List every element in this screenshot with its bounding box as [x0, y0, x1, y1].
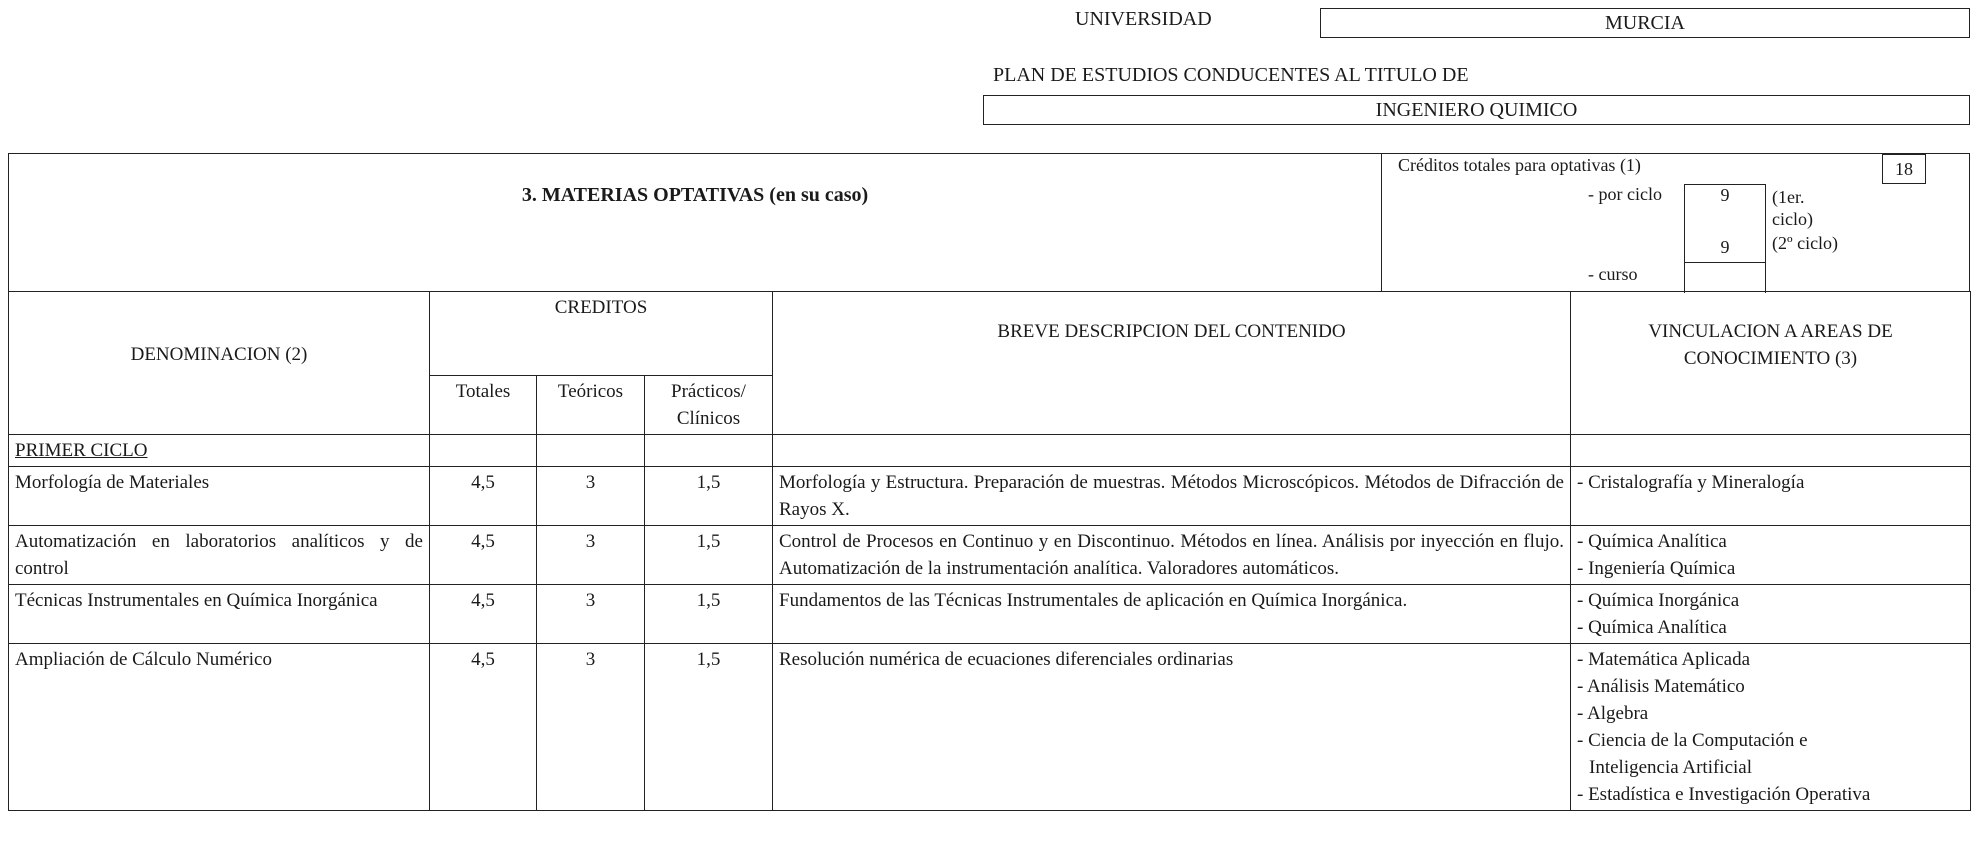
header-vinculacion-line2: CONOCIMIENTO (3) [1683, 348, 1858, 369]
optional-subjects-table [8, 291, 1971, 811]
header-practicos-line1: Prácticos/ [671, 381, 746, 402]
header-totales: Totales [430, 376, 537, 435]
header-descripcion: BREVE DESCRIPCION DEL CONTENIDO [773, 292, 1571, 435]
area-item: - Algebra [1577, 703, 1649, 724]
subject-name: Automatización en laboratorios analíticos y de control [9, 526, 430, 585]
table-row [9, 526, 1971, 585]
section-row [9, 435, 1971, 467]
optional-subjects-header [8, 153, 1970, 292]
credits-total: 4,5 [430, 585, 537, 644]
header-practicos [645, 376, 773, 435]
header-practicos-line2: Clínicos [676, 408, 741, 429]
header-denominacion: DENOMINACION (2) [9, 292, 430, 435]
subject-description: Control de Procesos en Continuo y en Discontinuo. Métodos en línea. Análisis por inyección en flujo. Automatización de la instrumentación analítica. Valoradores automáticos. [773, 526, 1571, 585]
knowledge-areas [1571, 526, 1971, 585]
area-item: - Química Analítica [1577, 617, 1727, 638]
area-item: - Química Inorgánica [1577, 590, 1740, 611]
table-row [9, 467, 1971, 526]
section-label: PRIMER CICLO [15, 440, 148, 461]
cycle2-credits: 9 [1720, 237, 1730, 257]
university-label: UNIVERSIDAD [1075, 8, 1212, 30]
credits-total-value: 18 [1882, 154, 1926, 184]
subject-description: Fundamentos de las Técnicas Instrumentales de aplicación en Química Inorgánica. [773, 585, 1571, 644]
subject-name: Técnicas Instrumentales en Química Inorgánica [9, 585, 430, 644]
header-creditos: CREDITOS [430, 292, 773, 376]
credits-total: 4,5 [430, 644, 537, 811]
credits-practice: 1,5 [645, 644, 773, 811]
credits-total-label: Créditos totales para optativas (1) [1398, 155, 1641, 175]
cycle2-note: (2º ciclo) [1772, 233, 1839, 253]
area-item: Inteligencia Artificial [1589, 757, 1753, 778]
area-item: - Estadística e Investigación Operativa [1577, 784, 1871, 805]
knowledge-areas [1571, 585, 1971, 644]
cycle1-credits: 9 [1720, 185, 1730, 205]
area-item: - Ingeniería Química [1577, 558, 1736, 579]
area-item: - Análisis Matemático [1577, 676, 1745, 697]
area-item: - Química Analítica [1577, 531, 1727, 552]
knowledge-areas [1571, 644, 1971, 811]
subject-description: Resolución numérica de ecuaciones diferenciales ordinarias [773, 644, 1571, 811]
area-item: - Ciencia de la Computación e [1577, 730, 1808, 751]
credits-practice: 1,5 [645, 526, 773, 585]
course-credits-box [1684, 262, 1766, 293]
header-vinculacion-line1: VINCULACION A AREAS DE [1648, 321, 1893, 342]
section-title: 3. MATERIAS OPTATIVAS (en su caso) [521, 184, 869, 206]
subject-name: Morfología de Materiales [9, 467, 430, 526]
credits-practice: 1,5 [645, 467, 773, 526]
credits-theory: 3 [537, 585, 645, 644]
section-label-cell [9, 435, 430, 467]
area-item: - Matemática Aplicada [1577, 649, 1751, 670]
credits-theory: 3 [537, 644, 645, 811]
credits-theory: 3 [537, 526, 645, 585]
credits-practice: 1,5 [645, 585, 773, 644]
credits-theory: 3 [537, 467, 645, 526]
per-cycle-box [1684, 184, 1766, 263]
subject-description: Morfología y Estructura. Preparación de muestras. Métodos Microscópicos. Métodos de Difracción de Rayos X. [773, 467, 1571, 526]
cycle1-note-b: ciclo) [1772, 209, 1813, 229]
per-cycle-label: - por ciclo [1588, 184, 1662, 204]
credits-summary-panel [1381, 154, 1970, 292]
subject-name: Ampliación de Cálculo Numérico [9, 644, 430, 811]
header-vinculacion [1571, 292, 1971, 435]
university-name-field: MURCIA [1320, 8, 1970, 38]
header-teoricos: Teóricos [537, 376, 645, 435]
knowledge-areas [1571, 467, 1971, 526]
table-row [9, 644, 1971, 811]
course-label: - curso [1588, 264, 1638, 284]
credits-total: 4,5 [430, 526, 537, 585]
degree-title-field: INGENIERO QUIMICO [983, 95, 1970, 125]
cycle1-note-a: (1er. [1772, 187, 1805, 207]
credits-total: 4,5 [430, 467, 537, 526]
plan-label: PLAN DE ESTUDIOS CONDUCENTES AL TITULO DE [993, 64, 1469, 86]
table-row [9, 585, 1971, 644]
area-item: - Cristalografía y Mineralogía [1577, 472, 1805, 493]
